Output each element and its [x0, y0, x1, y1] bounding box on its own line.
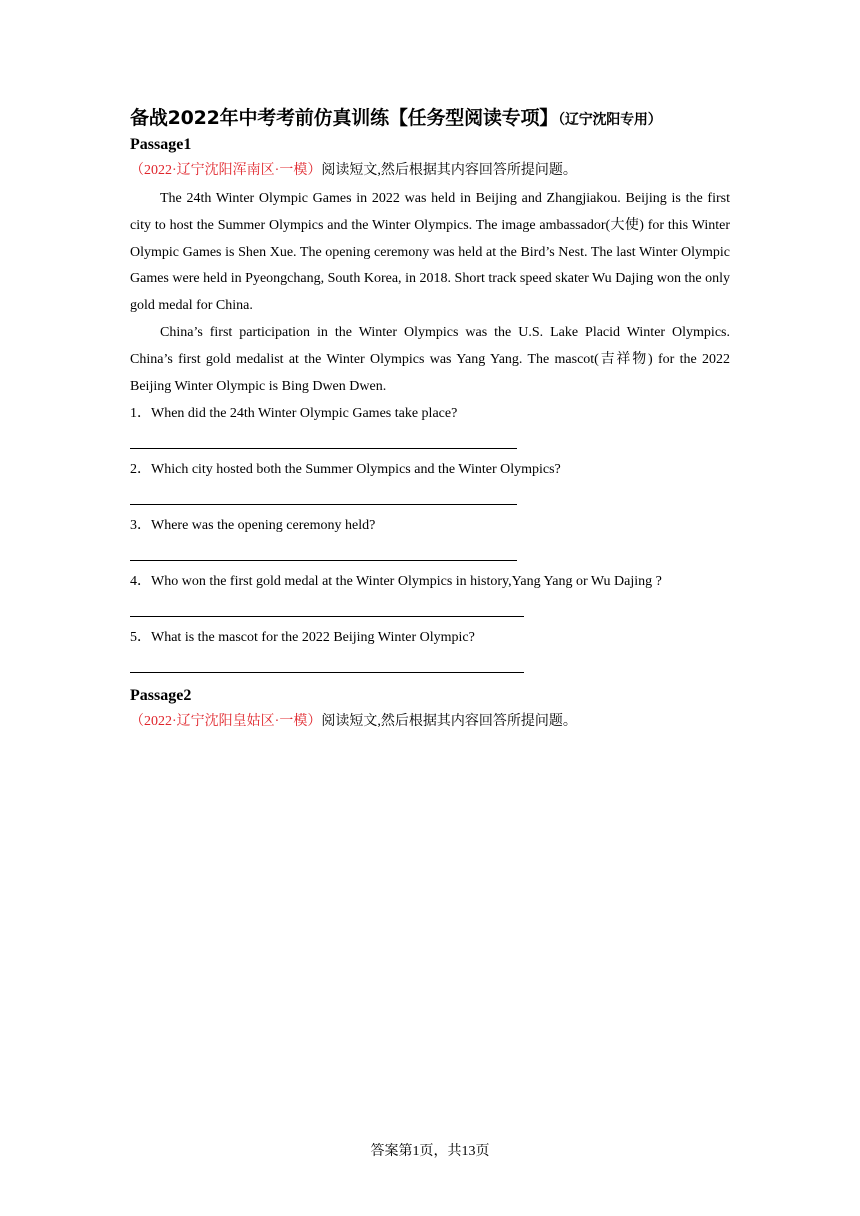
passage-1-instruction: 阅读短文,然后根据其内容回答所提问题。: [321, 163, 577, 178]
question-1: [130, 400, 730, 456]
question-5-answer-line[interactable]: [130, 652, 730, 680]
passage-1-source-tag: （2022·辽宁沈阳浑南区·一模）: [130, 163, 322, 178]
question-1-text: 1．When did the 24th Winter Olympic Games take place?: [130, 406, 458, 422]
passage-2-heading: Passage2: [130, 687, 192, 705]
question-3-text: 3．Where was the opening ceremony held?: [130, 518, 376, 534]
passage-1-paragraph-1: The 24th Winter Olympic Games in 2022 was held in Beijing and Zhangjiakou. Beijing is the first city to host the Summer Olympics and the Winter Olympics. The image ambassador(大使) for this Winter Olympic Games is Shen Xue. The opening ceremony was held at the Bird’s Nest. The last Winter Olympic Games were held in Pyeongchang, South Korea, in 2018. Short track speed skater Wu Dajing won the only gold medal for China.: [130, 191, 730, 314]
passage-1-paragraph-2: China’s first participation in the Winter Olympics was the U.S. Lake Placid Winter Olympics. China’s first gold medalist at the Winter Olympics was Yang Yang. The mascot(吉祥物) for the 2022 Beijing Winter Olympic is Bing Dwen Dwen.: [130, 324, 730, 394]
passage-2-source-line: [130, 707, 730, 737]
passage-2: [130, 685, 730, 737]
question-2-text: 2．Which city hosted both the Summer Olympics and the Winter Olympics?: [130, 462, 561, 478]
document-title-main: 备战2022年中考考前仿真训练【任务型阅读专项】: [130, 107, 559, 129]
passage-1-heading: Passage1: [130, 136, 192, 153]
question-5: [130, 624, 730, 680]
question-2: [130, 456, 730, 512]
document-title-suffix: （辽宁沈阳专用）: [558, 112, 662, 128]
passage-1-source-line: [130, 156, 730, 186]
passage-1: [130, 134, 730, 680]
question-3-answer-line[interactable]: [130, 540, 730, 568]
page-footer: 答案第1页，共13页: [370, 1144, 490, 1159]
passage-2-source-tag: （2022·辽宁沈阳皇姑区·一模）: [130, 714, 322, 730]
question-2-answer-line[interactable]: [130, 484, 730, 512]
question-4: [130, 568, 730, 624]
question-1-answer-line[interactable]: [130, 428, 730, 456]
question-4-text: 4．Who won the first gold medal at the Winter Olympics in history,Yang Yang or Wu Dajing ?: [130, 574, 662, 590]
document-title: [130, 104, 730, 134]
question-4-answer-line[interactable]: [130, 596, 730, 624]
question-3: [130, 512, 730, 568]
question-5-text: 5．What is the mascot for the 2022 Beijing Winter Olympic?: [130, 630, 475, 646]
document-page: [130, 104, 730, 737]
passage-2-instruction: 阅读短文,然后根据其内容回答所提问题。: [321, 714, 577, 730]
